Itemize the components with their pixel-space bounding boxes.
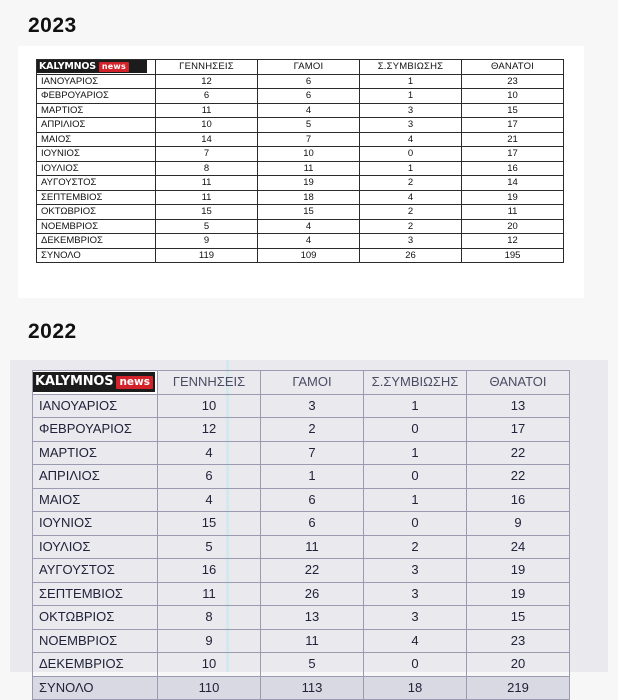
month-label: ΟΚΤΩΒΡΙΟΣ (33, 606, 158, 630)
cell-civil-partnerships: 1 (364, 441, 467, 465)
cell-deaths: 11 (462, 205, 564, 220)
cell-civil-partnerships: 0 (364, 418, 467, 442)
month-label: ΙΑΝΟΥΑΡΙΟΣ (37, 74, 156, 89)
cell-deaths: 23 (467, 629, 570, 653)
cell-births: 12 (156, 74, 258, 89)
section-2023 (0, 0, 618, 261)
cell-births: 5 (158, 535, 261, 559)
cell-births: 9 (156, 234, 258, 249)
column-header-births: ΓΕΝΝΗΣΕΙΣ (156, 60, 258, 75)
cell-deaths: 16 (467, 488, 570, 512)
cell-deaths: 15 (467, 606, 570, 630)
year-heading-2022: 2022 (28, 320, 77, 343)
kalymnos-news-logo (33, 372, 155, 392)
cell-deaths: 14 (462, 176, 564, 191)
cell-deaths: 16 (462, 161, 564, 176)
table-header-row (33, 371, 570, 395)
month-label: ΙΟΥΝΙΟΣ (33, 512, 158, 536)
section-2022 (0, 310, 618, 695)
statistics-table-2022 (32, 370, 570, 700)
table-row (33, 582, 570, 606)
cell-civil-partnerships: 0 (364, 465, 467, 489)
column-header-civil-partnerships: Σ.ΣΥΜΒΙΩΣΗΣ (364, 371, 467, 395)
month-label: ΜΑΡΤΙΟΣ (37, 103, 156, 118)
cell-marriages: 1 (261, 465, 364, 489)
table-row (37, 147, 564, 162)
cell-civil-partnerships: 1 (360, 74, 462, 89)
cell-deaths: 19 (467, 559, 570, 583)
table-row (37, 219, 564, 234)
total-births: 119 (156, 248, 258, 263)
month-label: ΑΠΡΙΛΙΟΣ (33, 465, 158, 489)
cell-deaths: 23 (462, 74, 564, 89)
cell-marriages: 5 (258, 118, 360, 133)
table-row (33, 535, 570, 559)
cell-deaths: 9 (467, 512, 570, 536)
cell-marriages: 4 (258, 234, 360, 249)
table-row (37, 205, 564, 220)
total-births: 110 (158, 676, 261, 700)
cell-civil-partnerships: 3 (360, 103, 462, 118)
cell-marriages: 5 (261, 653, 364, 677)
cell-civil-partnerships: 3 (360, 234, 462, 249)
month-label: ΙΟΥΛΙΟΣ (37, 161, 156, 176)
table-row (37, 161, 564, 176)
table-row (37, 132, 564, 147)
cell-marriages: 11 (261, 535, 364, 559)
cell-deaths: 17 (462, 118, 564, 133)
cell-civil-partnerships: 2 (360, 176, 462, 191)
cell-civil-partnerships: 2 (360, 205, 462, 220)
month-label: ΙΑΝΟΥΑΡΙΟΣ (33, 394, 158, 418)
column-header-births: ΓΕΝΝΗΣΕΙΣ (158, 371, 261, 395)
cell-deaths: 17 (467, 418, 570, 442)
cell-civil-partnerships: 1 (360, 161, 462, 176)
year-heading-2023: 2023 (28, 14, 77, 37)
cell-civil-partnerships: 4 (364, 629, 467, 653)
cell-births: 11 (156, 176, 258, 191)
cell-deaths: 24 (467, 535, 570, 559)
column-header-marriages: ΓΑΜΟΙ (258, 60, 360, 75)
month-label: ΦΕΒΡΟΥΑΡΙΟΣ (37, 89, 156, 104)
cell-births: 4 (158, 488, 261, 512)
table-header-row (37, 60, 564, 75)
table-row (33, 441, 570, 465)
table-row (37, 190, 564, 205)
cell-civil-partnerships: 3 (364, 582, 467, 606)
cell-civil-partnerships: 1 (360, 89, 462, 104)
cell-civil-partnerships: 1 (364, 394, 467, 418)
table-total-row (33, 676, 570, 700)
cell-marriages: 6 (261, 488, 364, 512)
total-label: ΣΥΝΟΛΟ (33, 676, 158, 700)
cell-deaths: 22 (467, 465, 570, 489)
month-label: ΑΠΡΙΛΙΟΣ (37, 118, 156, 133)
table-sheet-2023 (18, 46, 584, 298)
cell-marriages: 6 (261, 512, 364, 536)
cell-marriages: 7 (261, 441, 364, 465)
table-row (33, 512, 570, 536)
cell-births: 15 (158, 512, 261, 536)
total-civil-partnerships: 26 (360, 248, 462, 263)
table-row (37, 89, 564, 104)
cell-deaths: 12 (462, 234, 564, 249)
month-label: ΜΑΙΟΣ (33, 488, 158, 512)
cell-deaths: 19 (462, 190, 564, 205)
logo-cell (33, 371, 158, 395)
table-row (37, 103, 564, 118)
cell-deaths: 17 (462, 147, 564, 162)
month-label: ΙΟΥΝΙΟΣ (37, 147, 156, 162)
cell-deaths: 13 (467, 394, 570, 418)
month-label: ΟΚΤΩΒΡΙΟΣ (37, 205, 156, 220)
cell-marriages: 11 (258, 161, 360, 176)
table-row (37, 118, 564, 133)
cell-deaths: 22 (467, 441, 570, 465)
column-header-deaths: ΘΑΝΑΤΟΙ (467, 371, 570, 395)
cell-births: 15 (156, 205, 258, 220)
logo-text: KALYMNOS (35, 374, 114, 390)
cell-civil-partnerships: 2 (360, 219, 462, 234)
cell-marriages: 26 (261, 582, 364, 606)
cell-marriages: 2 (261, 418, 364, 442)
table-row (33, 394, 570, 418)
cell-civil-partnerships: 4 (360, 190, 462, 205)
cell-deaths: 15 (462, 103, 564, 118)
cell-civil-partnerships: 3 (360, 118, 462, 133)
month-label: ΝΟΕΜΒΡΙΟΣ (37, 219, 156, 234)
total-civil-partnerships: 18 (364, 676, 467, 700)
table-row (37, 176, 564, 191)
cell-civil-partnerships: 0 (360, 147, 462, 162)
cell-births: 10 (158, 653, 261, 677)
column-header-civil-partnerships: Σ.ΣΥΜΒΙΩΣΗΣ (360, 60, 462, 75)
month-label: ΝΟΕΜΒΡΙΟΣ (33, 629, 158, 653)
table-row (37, 234, 564, 249)
table-row (33, 653, 570, 677)
column-header-marriages: ΓΑΜΟΙ (261, 371, 364, 395)
month-label: ΙΟΥΛΙΟΣ (33, 535, 158, 559)
month-label: ΦΕΒΡΟΥΑΡΙΟΣ (33, 418, 158, 442)
table-total-row (37, 248, 564, 263)
month-label: ΜΑΙΟΣ (37, 132, 156, 147)
statistics-table-2023 (36, 59, 564, 263)
cell-deaths: 19 (467, 582, 570, 606)
cell-births: 9 (158, 629, 261, 653)
cell-marriages: 6 (258, 74, 360, 89)
cell-deaths: 10 (462, 89, 564, 104)
month-label: ΔΕΚΕΜΒΡΙΟΣ (37, 234, 156, 249)
cell-births: 6 (156, 89, 258, 104)
cell-births: 4 (158, 441, 261, 465)
month-label: ΣΕΠΤΕΜΒΙΟΣ (33, 582, 158, 606)
cell-marriages: 11 (261, 629, 364, 653)
total-deaths: 219 (467, 676, 570, 700)
month-label: ΜΑΡΤΙΟΣ (33, 441, 158, 465)
month-label: ΔΕΚΕΜΒΡΙΟΣ (33, 653, 158, 677)
cell-births: 10 (158, 394, 261, 418)
cell-deaths: 20 (462, 219, 564, 234)
cell-civil-partnerships: 1 (364, 488, 467, 512)
table-row (33, 559, 570, 583)
table-row (33, 606, 570, 630)
cell-births: 16 (158, 559, 261, 583)
cell-deaths: 20 (467, 653, 570, 677)
cell-deaths: 21 (462, 132, 564, 147)
cell-marriages: 3 (261, 394, 364, 418)
column-header-deaths: ΘΑΝΑΤΟΙ (462, 60, 564, 75)
cell-civil-partnerships: 4 (360, 132, 462, 147)
cell-births: 11 (156, 103, 258, 118)
cell-births: 14 (156, 132, 258, 147)
cell-marriages: 13 (261, 606, 364, 630)
total-marriages: 109 (258, 248, 360, 263)
cell-civil-partnerships: 0 (364, 512, 467, 536)
cell-births: 7 (156, 147, 258, 162)
cell-marriages: 22 (261, 559, 364, 583)
cell-marriages: 4 (258, 219, 360, 234)
cell-marriages: 18 (258, 190, 360, 205)
kalymnos-news-logo (37, 60, 147, 73)
cell-births: 8 (156, 161, 258, 176)
cell-marriages: 19 (258, 176, 360, 191)
month-label: ΣΕΠΤΕΜΒΙΟΣ (37, 190, 156, 205)
logo-badge: news (116, 376, 153, 389)
cell-births: 11 (156, 190, 258, 205)
cell-marriages: 15 (258, 205, 360, 220)
cell-civil-partnerships: 3 (364, 606, 467, 630)
cell-marriages: 4 (258, 103, 360, 118)
cell-births: 8 (158, 606, 261, 630)
total-deaths: 195 (462, 248, 564, 263)
month-label: ΑΥΓΟΥΣΤΟΣ (37, 176, 156, 191)
table-row (37, 74, 564, 89)
cell-marriages: 7 (258, 132, 360, 147)
logo-badge: news (99, 62, 129, 72)
cell-marriages: 10 (258, 147, 360, 162)
cell-births: 11 (158, 582, 261, 606)
logo-text: KALYMNOS (39, 61, 96, 73)
cell-births: 10 (156, 118, 258, 133)
cell-births: 12 (158, 418, 261, 442)
cell-civil-partnerships: 0 (364, 653, 467, 677)
table-row (33, 465, 570, 489)
cell-marriages: 6 (258, 89, 360, 104)
table-row (33, 418, 570, 442)
total-marriages: 113 (261, 676, 364, 700)
total-label: ΣΥΝΟΛΟ (37, 248, 156, 263)
cell-civil-partnerships: 2 (364, 535, 467, 559)
cell-births: 5 (156, 219, 258, 234)
table-row (33, 629, 570, 653)
logo-cell (37, 60, 156, 75)
table-row (33, 488, 570, 512)
month-label: ΑΥΓΟΥΣΤΟΣ (33, 559, 158, 583)
cell-civil-partnerships: 3 (364, 559, 467, 583)
cell-births: 6 (158, 465, 261, 489)
